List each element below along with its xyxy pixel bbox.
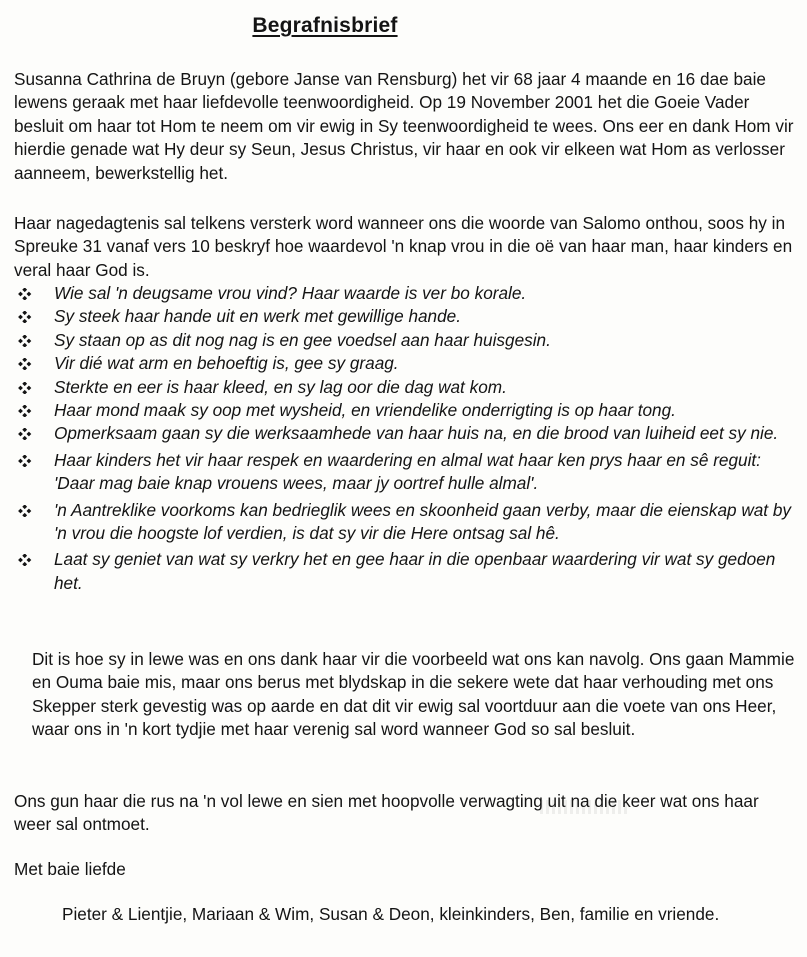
list-item-text: Sy steek haar hande uit en werk met gewillige hande.: [54, 306, 462, 327]
list-item-text: Haar kinders het vir haar respek en waardering en almal wat haar ken prys haar en sê reguit: 'Daar mag baie knap vrouens wees, maar jy oortref hulle almal'.: [54, 449, 761, 494]
list-item-text: Wie sal 'n deugsame vrou vind? Haar waarde is ver bo korale.: [54, 283, 527, 303]
four-diamond-bullet-icon: [18, 505, 32, 517]
four-diamond-bullet-icon: [18, 455, 32, 467]
four-diamond-bullet-icon: [18, 288, 32, 300]
four-diamond-bullet-icon: [18, 405, 32, 417]
four-diamond-bullet-icon: [18, 311, 32, 323]
list-item-text: Sterkte en eer is haar kleed, en sy lag oor die dag wat kom.: [54, 376, 507, 397]
list-item-text: Sy staan op as dit nog nag is en gee voedsel aan haar huisgesin.: [54, 329, 551, 350]
list-item: [14, 376, 799, 399]
signers-line: Pieter & Lientjie, Mariaan & Wim, Susan & Deon, kleinkinders, Ben, familie en vriende.: [62, 904, 720, 924]
list-item: [14, 399, 799, 422]
list-item: [14, 422, 799, 445]
list-item: [14, 499, 799, 546]
list-item-text: Vir dié wat arm en behoeftig is, gee sy graag.: [54, 353, 399, 374]
closing-line: Met baie liefde: [14, 859, 126, 879]
farewell-paragraph: Ons gun haar die rus na 'n vol lewe en sien met hoopvolle verwagting uit na die keer wat ons haar weer sal ontmoet.: [14, 791, 759, 835]
page-title: Begrafnisbrief: [252, 14, 398, 37]
list-item: [14, 548, 799, 595]
list-item: [14, 282, 799, 305]
list-item: [14, 329, 799, 352]
list-item-text: Opmerksaam gaan sy die werksaamhede van haar huis na, en die brood van luiheid eet sy nie.: [54, 423, 779, 444]
four-diamond-bullet-icon: [18, 554, 32, 566]
list-item-text: 'n Aantreklike voorkoms kan bedrieglik wees en skoonheid gaan verby, maar die eienskap wat by 'n vrou die hoogste lof verdien, is dat sy vir die Here ontsag sal hê.: [54, 499, 792, 544]
four-diamond-bullet-icon: [18, 428, 32, 440]
four-diamond-bullet-icon: [18, 358, 32, 370]
four-diamond-bullet-icon: [18, 382, 32, 394]
intro-paragraph: Susanna Cathrina de Bruyn (gebore Janse van Rensburg) het vir 68 jaar 4 maande en 16 dae baie lewens geraak met haar liefdevolle teenwoordigheid. Op 19 November 2001 het die Goeie Vader besluit om haar tot Hom te neem om vir ewig in Sy teenwoordigheid te wees. Ons eer en dank Hom vir hierdie genade wat Hy deur sy Seun, Jesus Christus, vir haar en ook vir elkeen wat Hom as verlosser aanneem, bewerkstellig het.: [14, 69, 794, 183]
remembrance-paragraph: Haar nagedagtenis sal telkens versterk word wanneer ons die woorde van Salomo onthou, soos hy in Spreuke 31 vanaf vers 10 beskryf hoe waardevol 'n knap vrou in die oë van haar man, haar kinders en veral haar God is.: [14, 213, 793, 280]
list-item-text: Laat sy geniet van wat sy verkry het en gee haar in die openbaar waardering vir wat sy gedoen het.: [54, 549, 776, 593]
list-item-text: Haar mond maak sy oop met wysheid, en vriendelike onderrigting is op haar tong.: [54, 400, 676, 421]
reflection-paragraph: Dit is hoe sy in lewe was en ons dank haar vir die voorbeeld wat ons kan navolg. Ons gaan Mammie en Ouma baie mis, maar ons berus met blydskap in die sekere wete dat haar verhouding met ons Skepper sterk gevestig was op aarde en dat dit vir ewig sal voortduur aan die voete van ons Heer, waar ons in 'n kort tydjie met haar verenig sal word wanneer God so sal besluit.: [32, 649, 795, 740]
proverbs-list: [14, 282, 799, 595]
list-item: [14, 352, 799, 375]
four-diamond-bullet-icon: [18, 335, 32, 347]
list-item: [14, 449, 799, 496]
list-item: [14, 305, 799, 328]
scan-bleed-through: [540, 800, 630, 814]
